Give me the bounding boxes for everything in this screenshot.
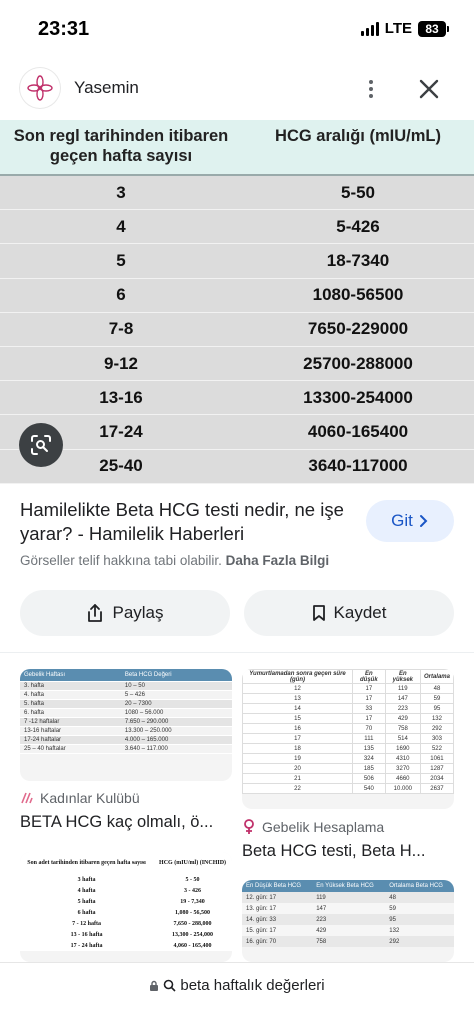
thumbnail-cell: 185 [353,764,386,774]
thumbnail-table [242,669,454,794]
thumbnail-cell: 540 [353,784,386,794]
save-label: Kaydet [333,603,387,622]
week-cell: 4 [116,216,126,236]
thumbnail-cell: 5 - 50 [185,876,200,883]
thumbnail-header-row [242,880,454,892]
thumbnail-cell: 10 – 50 [121,681,232,690]
thumbnail-cell: 7.650 – 290.000 [121,717,232,726]
url-bar[interactable] [0,962,474,1024]
source-name: Gebelik Hesaplama [262,819,385,835]
thumbnail-cell: 147 [312,903,385,914]
result-source[interactable] [20,790,140,806]
week-cell: 13-16 [99,387,143,407]
thumbnail-cell: 135 [353,744,386,754]
search-icon [163,979,176,992]
thumbnail-cell: 6 hafta [77,909,96,916]
thumbnail-cell: 2034 [420,774,453,784]
thumbnail-cell: 19 - 7,340 [180,898,205,905]
thumbnail-header-cell: Son adet tarihinden itibaren geçen hafta sayısı [27,860,146,866]
thumbnail-cell: 6. hafta [20,708,121,717]
image-table-row [0,210,474,244]
thumbnail-cell: 5. hafta [20,699,121,708]
thumbnail-row [243,734,454,744]
site-name[interactable]: Yasemin [74,78,139,97]
image-table-row [0,415,474,449]
thumbnail-cell: 292 [385,936,454,947]
image-table-row [0,176,474,210]
thumbnail-cell: 132 [420,714,453,724]
image-viewer-header [0,62,474,118]
thumbnail-row [243,774,454,784]
thumbnail-cell: 4310 [385,754,420,764]
chevron-right-icon [419,514,429,528]
thumbnail-row [243,784,454,794]
status-bar [0,0,474,60]
thumbnail-cell: 18 [243,744,353,754]
main-image[interactable] [0,120,474,484]
thumbnail-cell: 2637 [420,784,453,794]
thumbnail-header-cell: En düşük [353,670,386,684]
thumbnail-cell: 13.300 – 250.000 [121,726,232,735]
hcg-range-cell: 13300-254000 [303,387,413,407]
visit-button[interactable] [366,500,454,542]
divider [0,652,474,653]
thumbnail-row [20,681,232,690]
thumbnail-cell: 5 hafta [77,898,96,905]
thumbnail-cell: 147 [385,694,420,704]
thumbnail-cell: 13 - 16 hafta [70,931,103,938]
thumbnail-cell: 14. gün: 33 [242,914,312,925]
more-options-icon[interactable] [356,74,386,104]
source-name: Kadınlar Kulübü [40,790,140,806]
thumbnail-cell: 19 [243,754,353,764]
lens-search-icon[interactable] [19,423,63,467]
thumbnail-cell: 303 [420,734,453,744]
header-hcg-range: HCG aralığı (mIU/mL) [275,127,441,145]
thumbnail-row [242,914,454,925]
thumbnail-cell: 111 [353,734,386,744]
thumbnail-row [20,726,232,735]
site-logo-icon[interactable] [20,68,60,108]
thumbnail-cell: 3.640 – 117.000 [121,744,232,753]
thumbnail-cell: 17 [243,734,353,744]
thumbnail-cell: 4,060 - 165,400 [173,942,212,949]
thumbnail-cell: 758 [385,724,420,734]
hcg-range-cell: 25700-288000 [303,353,413,373]
thumbnail-cell: 3 - 426 [184,887,202,894]
thumbnail-row [20,918,232,929]
share-icon [86,603,104,623]
visit-button-label: Git [391,511,413,530]
image-table-row [0,279,474,313]
close-icon[interactable] [414,74,444,104]
thumbnail-cell: 1690 [385,744,420,754]
week-cell: 17-24 [99,421,143,441]
thumbnail-row [243,744,454,754]
week-cell: 9-12 [103,353,139,373]
thumbnail-cell: 119 [312,892,385,903]
image-table-row [0,450,474,484]
week-cell: 3 [116,182,126,202]
thumbnail-row [20,735,232,744]
thumbnail-row [20,690,232,699]
thumbnail-cell: 48 [420,684,453,694]
thumbnail-cell: 17 - 24 hafta [70,942,103,949]
thumbnail-table [20,669,232,754]
thumbnail-cell: 119 [385,684,420,694]
thumbnail-row [20,885,232,896]
thumbnail-cell: 514 [385,734,420,744]
thumbnail-row [20,708,232,717]
week-cell: 7-8 [108,319,134,339]
thumbnail-cell: 1061 [420,754,453,764]
week-cell: 25-40 [99,456,143,476]
copyright-text: Görseller telif hakkına tabi olabilir. [20,553,222,568]
thumbnail-cell: 13,300 - 254,000 [172,931,214,938]
thumbnail-cell: 4 hafta [77,887,96,894]
thumbnail-row [243,724,454,734]
thumbnail-cell: 1080 – 56.000 [121,708,232,717]
thumbnail-cell: 17 [353,714,386,724]
image-title[interactable]: Hamilelikte Beta HCG testi nedir, ne işe yarar? - Hamilelik Haberleri [20,499,344,544]
thumbnail-row [243,684,454,694]
thumbnail-row [242,936,454,947]
thumbnail-row [20,929,232,940]
thumbnail-header-row [20,852,232,874]
thumbnail-row [20,896,232,907]
url-display [0,977,474,994]
thumbnail-cell: 17 [353,694,386,704]
image-table-row [0,347,474,381]
thumbnail-row [243,754,454,764]
thumbnail-cell: 223 [312,914,385,925]
image-table-row [0,244,474,278]
share-label: Paylaş [112,603,164,622]
bookmark-icon [312,604,326,622]
thumbnail-cell: 13 [243,694,353,704]
thumbnail-header-cell: Beta HCG Değeri [121,669,232,681]
header-weeks: Son regl tarihinden itibaren geçen hafta sayısı [13,127,229,165]
network-label: LTE [384,20,412,37]
thumbnail-row [20,940,232,951]
image-table-body [0,176,474,484]
thumbnail-row [20,907,232,918]
thumbnail-header-cell: Ortalama Beta HCG [385,880,454,892]
share-button[interactable] [20,590,230,636]
thumbnail-header-cell: En yüksek [385,670,420,684]
thumbnail-cell: 7 -12 haftalar [20,717,121,726]
thumbnail-row [20,874,232,885]
lock-icon [149,980,159,992]
thumbnail-cell: 95 [420,704,453,714]
week-cell: 5 [116,250,126,270]
copyright-note [20,553,329,568]
thumbnail-cell: 4660 [385,774,420,784]
thumbnail-cell: 15 [243,714,353,724]
hcg-range-cell: 1080-56500 [312,285,404,305]
thumbnail-cell: 5 – 426 [121,690,232,699]
thumbnail-cell: 4.000 – 165.000 [121,735,232,744]
hcg-range-cell: 7650-229000 [307,319,409,339]
thumbnail-header-cell: En Düşük Beta HCG [242,880,312,892]
thumbnail-row [242,925,454,936]
image-table-header [0,120,474,176]
url-text: beta haftalık değerleri [180,977,325,994]
thumbnail-cell: 48 [385,892,454,903]
status-indicators [361,20,446,37]
thumbnail-header-cell: Yumurtlamadan sonra geçen süre (gün) [243,670,353,684]
thumbnail-cell: 17 [353,684,386,694]
hcg-range-cell: 3640-117000 [308,456,408,476]
hcg-range-cell: 5-50 [340,182,376,202]
week-cell: 6 [116,285,126,305]
thumbnail-cell: 7,650 - 288,000 [173,920,212,927]
thumbnail-cell: 522 [420,744,453,754]
thumbnail-header-cell: Ortalama [420,670,453,684]
thumbnail-cell: 20 [243,764,353,774]
thumbnail-table [20,852,232,951]
thumbnail-cell: 12 [243,684,353,694]
thumbnail-cell: 70 [353,724,386,734]
image-table-row [0,381,474,415]
thumbnail-cell: 21 [243,774,353,784]
hcg-range-cell: 4060-165400 [307,421,409,441]
thumbnail-cell: 324 [353,754,386,764]
signal-icon [361,22,379,36]
thumbnail-cell: 429 [385,714,420,724]
thumbnail-cell: 132 [385,925,454,936]
source-favicon-icon [242,819,256,835]
related-image-thumbnail[interactable] [242,669,454,809]
thumbnail-cell: 223 [385,704,420,714]
thumbnail-cell: 16 [243,724,353,734]
status-time: 23:31 [38,18,90,40]
thumbnail-cell: 17-24 haftalar [20,735,121,744]
thumbnail-row [20,717,232,726]
thumbnail-row [243,714,454,724]
thumbnail-cell: 33 [353,704,386,714]
thumbnail-row [243,704,454,714]
thumbnail-cell: 10.000 [385,784,420,794]
hcg-range-cell: 18-7340 [326,250,390,270]
thumbnail-cell: 4. hafta [20,690,121,699]
thumbnail-cell: 13. gün: 17 [242,903,312,914]
related-image-thumbnail[interactable] [20,669,232,781]
thumbnail-row [242,903,454,914]
image-table-row [0,313,474,347]
thumbnail-header-cell: En Yüksek Beta HCG [312,880,385,892]
result-title[interactable]: Beta HCG testi, Beta H... [242,842,426,860]
thumbnail-row [20,744,232,753]
thumbnail-header-row [243,670,454,684]
thumbnail-cell: 95 [385,914,454,925]
thumbnail-header-cell: Gebelik Haftası [20,669,121,681]
related-image-thumbnail[interactable] [242,880,454,962]
thumbnail-header-row [20,669,232,681]
thumbnail-cell: 12. gün: 17 [242,892,312,903]
thumbnail-cell: 3270 [385,764,420,774]
thumbnail-cell: 20 – 7300 [121,699,232,708]
thumbnail-cell: 1,080 - 56,500 [175,909,211,916]
result-source[interactable] [242,819,384,835]
thumbnail-table [242,880,454,947]
thumbnail-cell: 16. gün: 70 [242,936,312,947]
thumbnail-cell: 506 [353,774,386,784]
thumbnail-cell: 15. gün: 17 [242,925,312,936]
thumbnail-row [243,764,454,774]
thumbnail-cell: 429 [312,925,385,936]
thumbnail-cell: 3 hafta [77,876,96,883]
thumbnail-cell: 13-16 haftalar [20,726,121,735]
thumbnail-cell: 1287 [420,764,453,774]
thumbnail-header-cell: HCG (mIU/ml) (INCHID) [159,860,227,866]
thumbnail-cell: 3. hafta [20,681,121,690]
thumbnail-row [20,699,232,708]
thumbnail-cell: 7 - 12 hafta [72,920,101,927]
thumbnail-cell: 25 – 40 haftalar [20,744,121,753]
thumbnail-cell: 22 [243,784,353,794]
thumbnail-cell: 14 [243,704,353,714]
thumbnail-row [243,694,454,704]
related-image-thumbnail[interactable] [20,852,232,962]
thumbnail-cell: 59 [385,903,454,914]
hcg-range-cell: 5-426 [336,216,380,236]
result-title[interactable]: BETA HCG kaç olmalı, ö... [20,813,214,831]
thumbnail-row [242,892,454,903]
thumbnail-cell: 292 [420,724,453,734]
thumbnail-cell: 59 [420,694,453,704]
more-info-link[interactable]: Daha Fazla Bilgi [225,553,330,568]
thumbnail-cell: 758 [312,936,385,947]
source-favicon-icon [20,791,34,805]
battery-icon: 83 [418,21,446,37]
save-button[interactable] [244,590,454,636]
